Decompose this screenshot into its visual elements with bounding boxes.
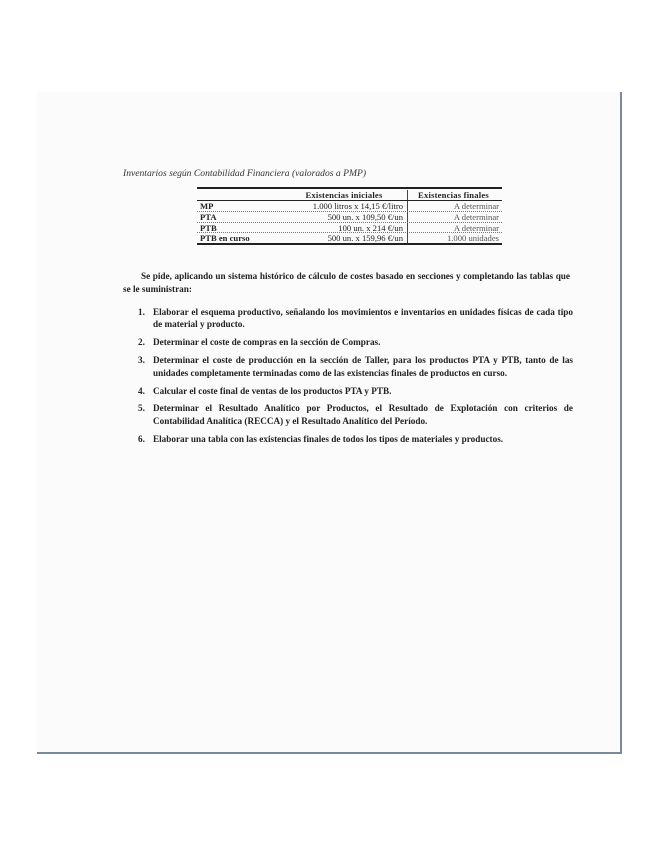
row-initial: 1.000 litros x 14,15 €/litro xyxy=(285,201,408,211)
row-initial: 500 un. x 109,50 €/un xyxy=(285,212,408,222)
task-text: Determinar el coste de producción en la sección de Taller, para los productos PTA y PTB, tanto de las unidades completamente terminadas como de las existencias finales de productos en curso. xyxy=(153,355,573,378)
task-text: Determinar el Resultado Analítico por Productos, el Resultado de Explotación con criterios de Contabilidad Analítica (RECCA) y el Resultado Analítico del Período. xyxy=(153,403,573,426)
task-item xyxy=(138,336,573,348)
instructions-intro xyxy=(123,270,570,295)
table-row xyxy=(197,233,502,243)
task-item xyxy=(138,306,573,331)
header-initial-inventory: Existencias iniciales xyxy=(285,190,408,200)
task-item xyxy=(138,433,573,445)
header-final-inventory: Existencias finales xyxy=(418,189,489,200)
task-text: Elaborar una tabla con las existencias finales de todos los tipos de materiales y productos. xyxy=(153,433,504,444)
task-item xyxy=(138,354,573,379)
task-number: 3. xyxy=(138,355,145,366)
table-row xyxy=(197,201,502,212)
task-number: 5. xyxy=(138,403,145,414)
task-text: Elaborar el esquema productivo, señalando los movimientos e inventarios en unidades físicas de cada tipo de material y producto. xyxy=(153,307,573,330)
document-title: Inventarios según Contabilidad Financiera (valorados a PMP) xyxy=(123,168,367,179)
row-final: A determinar xyxy=(453,222,499,233)
task-number: 6. xyxy=(138,433,145,444)
task-item xyxy=(138,402,573,427)
task-text: Calcular el coste final de ventas de los productos PTA y PTB. xyxy=(153,385,392,396)
row-item: MP xyxy=(200,200,214,211)
row-final: 1.000 unidades xyxy=(446,233,499,244)
row-item: PTB en curso xyxy=(200,233,250,244)
task-number: 2. xyxy=(138,337,145,348)
intro-text: Se pide, aplicando un sistema histórico de cálculo de costes basado en secciones y completando las tablas que se le suministran: xyxy=(123,271,570,294)
row-final: A determinar xyxy=(453,200,499,211)
task-text: Determinar el coste de compras en la sección de Compras. xyxy=(153,337,381,348)
row-item: PTB xyxy=(200,222,217,233)
task-number: 4. xyxy=(138,385,145,396)
task-list xyxy=(138,306,573,451)
inventory-table xyxy=(197,187,502,245)
table-row xyxy=(197,223,502,234)
table-header-row xyxy=(197,189,502,201)
row-final: A determinar xyxy=(453,211,499,222)
row-initial: 100 un. x 214 €/un xyxy=(285,223,408,233)
row-item: PTA xyxy=(200,211,217,222)
task-number: 1. xyxy=(138,307,145,317)
task-item xyxy=(138,385,573,397)
row-initial: 500 un. x 159,96 €/un xyxy=(285,233,408,243)
table-row xyxy=(197,212,502,223)
